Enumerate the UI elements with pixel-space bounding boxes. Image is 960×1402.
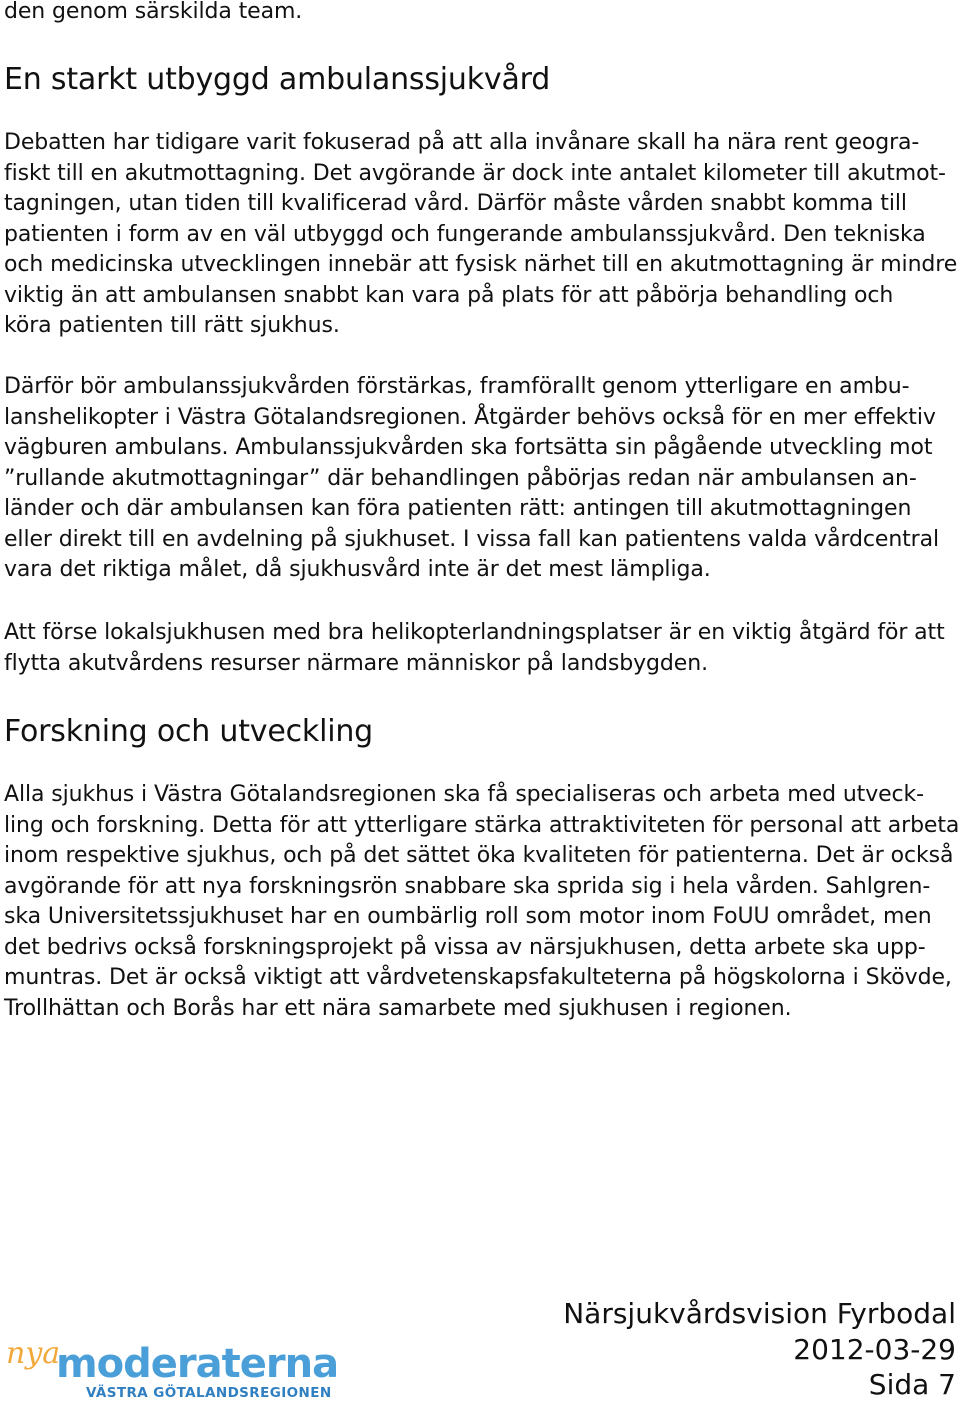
text-line: inom respektive sjukhus, och på det sättet öka kvaliteten för patienterna. Det är också: [4, 843, 954, 868]
paragraph-fragment: [4, 0, 952, 28]
moderaterna-logo: [4, 1333, 349, 1401]
text-line: vägburen ambulans. Ambulanssjukvården ska fortsätta sin pågående utveckling mot: [4, 435, 933, 460]
text-line: fiskt till en akutmottagning. Det avgörande är dock inte antalet kilometer till akutmot-: [4, 160, 946, 186]
text-line: eller direkt till en avdelning på sjukhuset. I vissa fall kan patientens valda vårdcentral: [4, 526, 940, 552]
text-line: ska Universitetssjukhuset har en oumbärlig roll som motor inom FoUU området, men: [4, 904, 932, 929]
text-line: muntras. Det är också viktigt att vårdvetenskapsfakulteterna på högskolorna i Skövde,: [4, 965, 952, 990]
footer-doc-title: Närsjukvårdsvision Fyrbodal: [563, 1297, 956, 1330]
paragraph-ambulance-1: [4, 128, 958, 342]
text-line: lanshelikopter i Västra Götalandsregionen. Åtgärder behövs också för en mer effektiv: [4, 404, 936, 430]
text-line: och medicinska utvecklingen innebär att fysisk närhet till en akutmottagning är mindre: [4, 252, 958, 277]
section-heading-ambulance: En starkt utbyggd ambulanssjukvård: [4, 62, 551, 97]
footer-date: 2012-03-29: [793, 1333, 956, 1366]
footer-page-number: Sida 7: [868, 1368, 956, 1401]
paragraph-ambulance-2: [4, 372, 952, 586]
text-line: Därför bör ambulanssjukvården förstärkas, framförallt genom ytterligare en ambu-: [4, 374, 910, 399]
text-line: avgörande för att nya forskningsrön snabbare ska sprida sig i hela vården. Sahlgren-: [4, 873, 931, 899]
text-line: vara det riktiga målet, då sjukhusvård inte är det mest lämpliga.: [4, 557, 711, 582]
text-line: Alla sjukhus i Västra Götalandsregionen ska få specialiseras och arbeta med utveck-: [4, 782, 925, 807]
text-line: det bedrivs också forskningsprojekt på vissa av närsjukhusen, detta arbete ska upp-: [4, 934, 926, 960]
logo-region: VÄSTRA GÖTALANDSREGIONEN: [86, 1385, 332, 1401]
text-line: Debatten har tidigare varit fokuserad på att alla invånare skall ha nära rent geogra-: [4, 130, 920, 155]
text-line: den genom särskilda team.: [4, 0, 303, 24]
text-line: Att förse lokalsjukhusen med bra helikopterlandningsplatser är en viktig åtgärd för att: [4, 620, 945, 645]
logo-word: moderaterna: [56, 1341, 339, 1387]
logo-script-word: nya: [6, 1336, 61, 1371]
paragraph-ambulance-3: [4, 618, 952, 679]
text-line: köra patienten till rätt sjukhus.: [4, 313, 340, 338]
text-line: tagningen, utan tiden till kvalificerad vård. Därför måste vården snabbt komma till: [4, 191, 907, 216]
text-line: ling och forskning. Detta för att ytterligare stärka attraktiviteten för personal att arbeta: [4, 812, 960, 838]
text-line: Trollhättan och Borås har ett nära samarbete med sjukhusen i regionen.: [4, 995, 792, 1021]
text-line: flytta akutvårdens resurser närmare människor på landsbygden.: [4, 650, 708, 676]
section-heading-research: Forskning och utveckling: [4, 714, 373, 749]
text-line: ”rullande akutmottagningar” där behandlingen påbörjas redan när ambulansen an-: [4, 465, 917, 491]
text-line: länder och där ambulansen kan föra patienten rätt: antingen till akutmottagningen: [4, 496, 912, 521]
text-line: patienten i form av en väl utbyggd och fungerande ambulanssjukvård. Den tekniska: [4, 221, 926, 247]
text-line: viktig än att ambulansen snabbt kan vara på plats för att påbörja behandling och: [4, 282, 894, 308]
paragraph-research-1: [4, 780, 960, 1024]
